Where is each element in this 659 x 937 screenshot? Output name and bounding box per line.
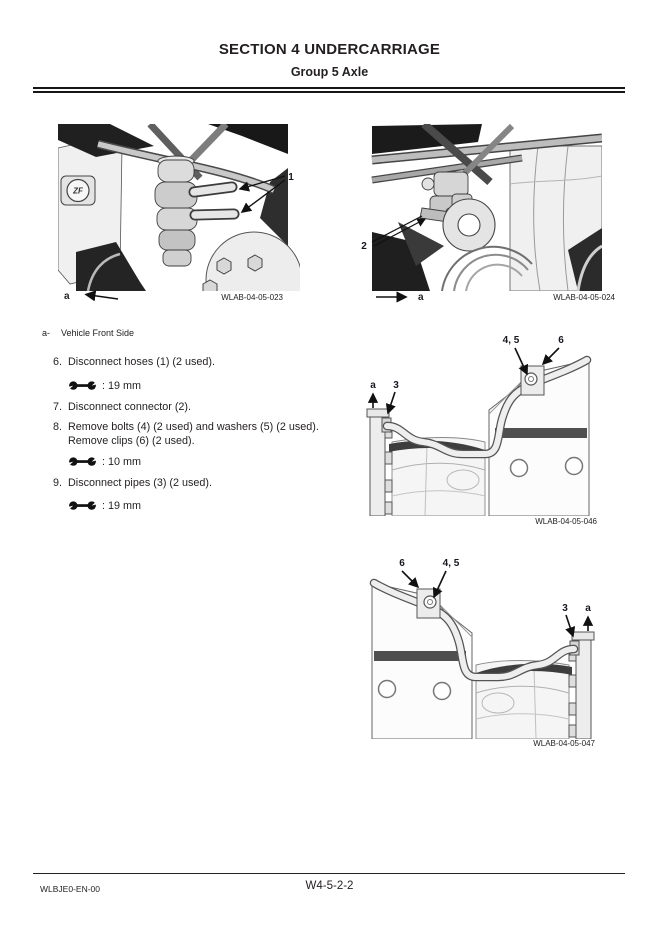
footer-rule xyxy=(33,873,625,874)
wrench-icon xyxy=(68,379,97,392)
step-number: 9. xyxy=(53,477,63,489)
figure-046-caption: WLAB-04-05-046 xyxy=(535,517,597,526)
figure-024-caption: WLAB-04-05-024 xyxy=(553,293,615,302)
page-code: W4-5-2-2 xyxy=(305,880,354,892)
tool-size: : 19 mm xyxy=(102,379,141,392)
step-number: 6. xyxy=(53,356,63,368)
figure-023-direction-marker xyxy=(64,290,120,302)
right-arrow-icon xyxy=(374,291,414,303)
direction-label-a: a xyxy=(418,291,424,303)
figure-046-illustration xyxy=(365,330,597,516)
figure-024-illustration xyxy=(360,124,602,291)
tool-size-line xyxy=(68,455,141,468)
callout-3-label: 3 xyxy=(393,380,399,391)
figure-023-illustration xyxy=(58,124,300,291)
note-key: a- xyxy=(42,328,51,338)
tool-size-line xyxy=(68,379,141,392)
direction-label-a: a xyxy=(64,290,70,302)
left-arrow-icon xyxy=(74,290,120,302)
zf-logo: ZF xyxy=(73,186,83,196)
wrench-icon xyxy=(68,499,97,512)
step-number: 8. xyxy=(53,421,63,433)
callout-6-label: 6 xyxy=(399,558,405,569)
note-text: Vehicle Front Side xyxy=(61,328,135,338)
callout-45-label: 4, 5 xyxy=(442,558,460,569)
page-title: SECTION 4 UNDERCARRIAGE xyxy=(218,41,441,58)
callout-1-label: 1 xyxy=(288,172,294,183)
step-6 xyxy=(53,356,353,370)
step-text: Disconnect connector (2). xyxy=(68,401,192,413)
step-text: Disconnect hoses (1) (2 used). xyxy=(68,356,216,368)
callout-45-label: 4, 5 xyxy=(502,335,520,346)
callout-6-label: 6 xyxy=(558,335,564,346)
step-9 xyxy=(53,477,353,491)
step-8 xyxy=(53,421,353,448)
step-number: 7. xyxy=(53,401,63,413)
figure-047-caption: WLAB-04-05-047 xyxy=(533,739,595,748)
figure-024-direction-marker xyxy=(374,291,424,303)
step-text: Remove bolts (4) (2 used) and washers (5) (2 used). Remove clips (6) (2 used). xyxy=(68,421,319,447)
header-rule xyxy=(33,87,625,93)
callout-3-label: 3 xyxy=(562,603,568,614)
tool-size: : 19 mm xyxy=(102,499,141,512)
tool-size-line xyxy=(68,499,141,512)
tool-size: : 10 mm xyxy=(102,455,141,468)
step-text: Disconnect pipes (3) (2 used). xyxy=(68,477,213,489)
direction-label-a: a xyxy=(370,380,376,391)
document-code: WLBJE0-EN-00 xyxy=(40,884,100,894)
group-subtitle: Group 5 Axle xyxy=(290,65,369,79)
step-7 xyxy=(53,401,353,415)
figure-047-illustration xyxy=(358,553,596,739)
wrench-icon xyxy=(68,455,97,468)
direction-label-a: a xyxy=(585,603,591,614)
callout-2-label: 2 xyxy=(361,241,367,252)
figure-023-caption: WLAB-04-05-023 xyxy=(221,293,283,302)
view-note xyxy=(42,328,134,338)
